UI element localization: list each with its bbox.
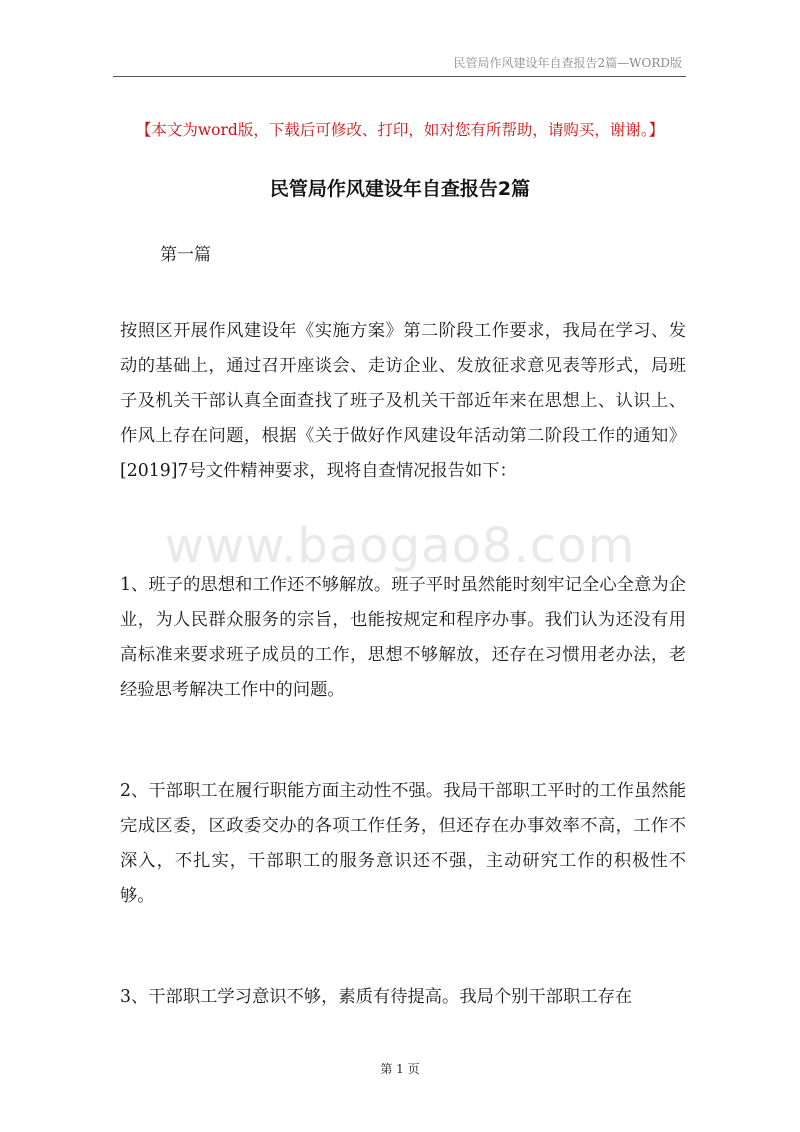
watermark: www.baogao8.com (164, 518, 636, 574)
paragraph-item-2: 2、干部职工在履行职能方面主动性不强。我局干部职工平时的工作虽然能完成区委，区政委交办的各项工作任务，但还存在办事效率不高，工作不深入，不扎实，干部职工的服务意识还不强，主动研究工作的积极性不够。 (120, 781, 686, 906)
section-label: 第一篇 (160, 245, 211, 265)
purchase-notice: 【本文为word版，下载后可修改、打印，如对您有所帮助，请购买，谢谢。】 (135, 121, 665, 139)
paragraph-intro: 按照区开展作风建设年《实施方案》第二阶段工作要求，我局在学习、发动的基础上，通过召开座谈会、走访企业、发放征求意见表等形式，局班子及机关干部认真全面查找了班子及机关干部近年来在思想上、认识上、作风上存在问题，根据《关于做好作风建设年活动第二阶段工作的通知》[2019]7号文件精神要求，现将自查情况报告如下： (120, 321, 686, 481)
running-header: 民管局作风建设年自查报告2篇—WORD版 (453, 56, 682, 70)
document-title: 民管局作风建设年自查报告2篇 (269, 178, 531, 200)
page-number: 第 1 页 (380, 1062, 420, 1076)
paragraph-item-1: 1、班子的思想和工作还不够解放。班子平时虽然能时刻牢记全心全意为企业，为人民群众服务的宗旨，也能按规定和程序办事。我们认为还没有用高标准来要求班子成员的工作，思想不够解放，还存在习惯用老办法，老经验思考解决工作中的问题。 (120, 575, 686, 700)
paragraph-item-3: 3、干部职工学习意识不够，素质有待提高。我局个别干部职工存在 (120, 987, 633, 1007)
header-divider (113, 76, 686, 77)
